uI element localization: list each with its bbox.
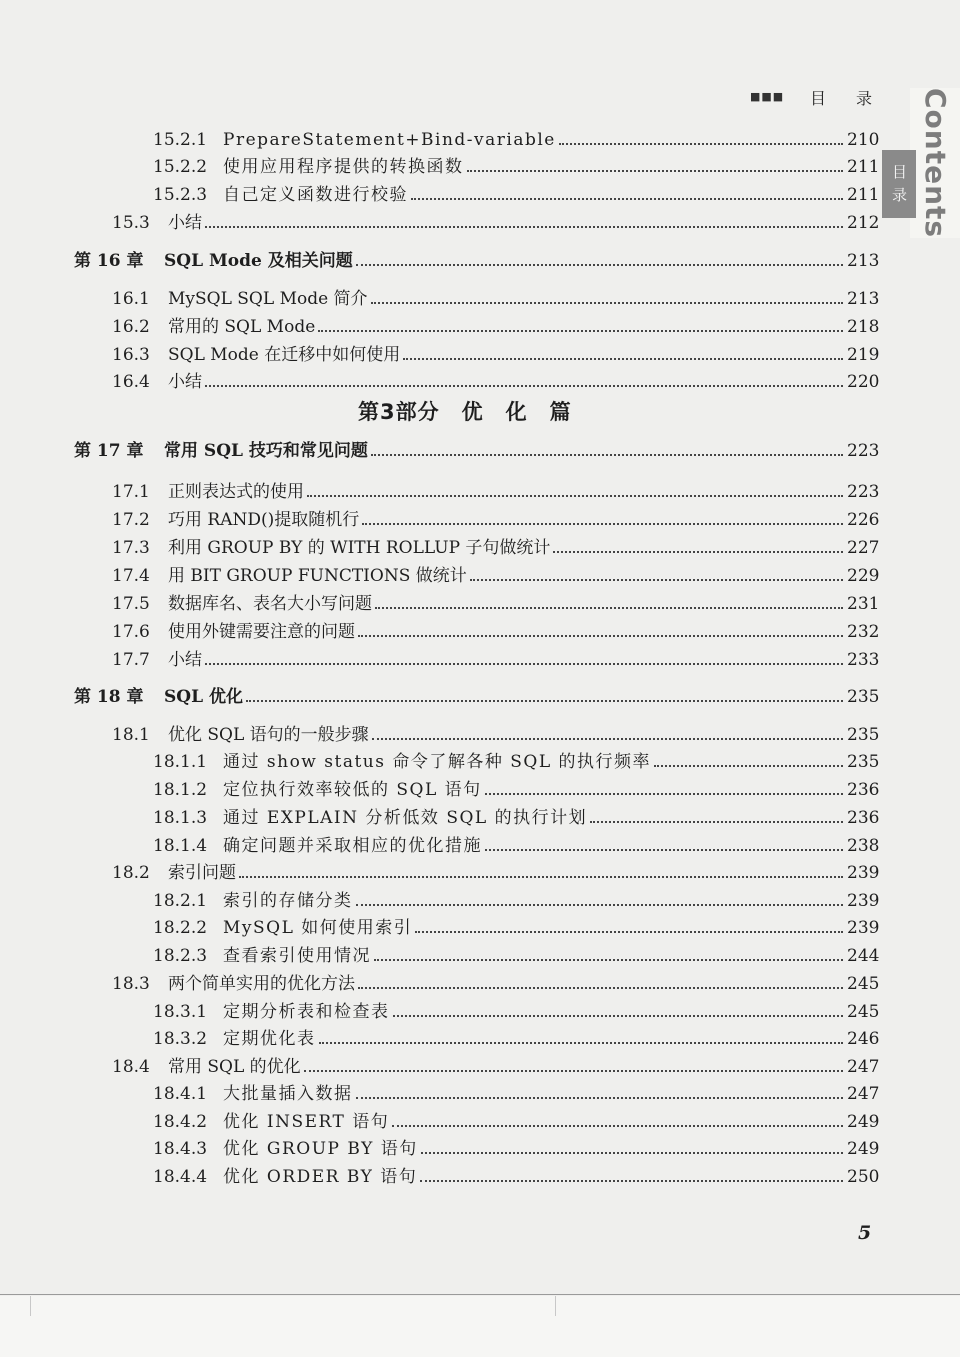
toc-page-number: 235 xyxy=(847,752,880,772)
toc-entry-title: 使用应用程序提供的转换函数 xyxy=(223,157,464,177)
toc-entry-title: 定期优化表 xyxy=(223,1029,316,1049)
dot-leader xyxy=(356,1097,843,1099)
toc-entry-number: 17.2 xyxy=(112,510,150,530)
toc-page-number: 223 xyxy=(847,482,880,502)
toc-page-number: 213 xyxy=(847,289,880,309)
toc-section-row[interactable] xyxy=(0,315,880,339)
header-marks: ■■■ xyxy=(750,90,785,103)
toc-section-row[interactable] xyxy=(0,806,880,830)
toc-entry-number: 18.4 xyxy=(112,1057,150,1077)
toc-section-row[interactable] xyxy=(0,1027,880,1051)
toc-entry-number: 17.5 xyxy=(112,594,150,614)
scan-mark xyxy=(30,1296,31,1316)
toc-entry-title: 正则表达式的使用 xyxy=(168,482,304,502)
dot-leader xyxy=(371,302,843,304)
dot-leader xyxy=(205,226,843,228)
toc-entry-title: 小结 xyxy=(168,213,202,233)
toc-page-number: 231 xyxy=(847,594,880,614)
toc-section-row[interactable] xyxy=(0,536,880,560)
toc-chapter-row[interactable] xyxy=(0,439,880,463)
toc-entry-title: 使用外键需要注意的问题 xyxy=(168,622,355,642)
toc-page-number: 246 xyxy=(847,1029,880,1049)
dot-leader xyxy=(470,579,843,581)
toc-entry-number: 15.2.2 xyxy=(153,157,208,177)
running-header-title: 目录 xyxy=(810,89,903,108)
toc-entry-title: 小结 xyxy=(168,650,202,670)
toc-entry-title: 常用的 SQL Mode xyxy=(168,317,316,337)
toc-section-row[interactable] xyxy=(0,1110,880,1134)
toc-entry-title: 优化 SQL 语句的一般步骤 xyxy=(168,725,369,745)
toc-entry-number: 18.3.1 xyxy=(153,1002,208,1022)
toc-entry-title: 两个简单实用的优化方法 xyxy=(168,974,355,994)
toc-page-number: 219 xyxy=(847,345,880,365)
dot-leader xyxy=(358,635,843,637)
toc-page-number: 210 xyxy=(847,130,880,150)
dot-leader xyxy=(307,495,843,497)
toc-page-number: 236 xyxy=(847,780,880,800)
contents-word: Contents xyxy=(910,88,960,238)
toc-section-row[interactable] xyxy=(0,834,880,858)
toc-entry-title: 优化 ORDER BY 语句 xyxy=(223,1167,418,1187)
dot-leader xyxy=(319,1042,843,1044)
dot-leader xyxy=(415,931,843,933)
dot-leader xyxy=(421,1152,843,1154)
toc-section-row[interactable] xyxy=(0,620,880,644)
toc-page-number: 235 xyxy=(847,687,880,707)
toc-page-number: 212 xyxy=(847,213,880,233)
toc-page-number: 239 xyxy=(847,863,880,883)
toc-page-number: 233 xyxy=(847,650,880,670)
toc-section-row[interactable] xyxy=(0,155,880,179)
toc-page-number: 227 xyxy=(847,538,880,558)
toc-page-number: 232 xyxy=(847,622,880,642)
toc-page-number: 226 xyxy=(847,510,880,530)
toc-section-row[interactable] xyxy=(0,287,880,311)
part-title: 第3部分 优 化 篇 xyxy=(358,400,572,424)
toc-entry-number: 18.2.2 xyxy=(153,918,208,938)
dot-leader xyxy=(559,143,843,145)
toc-section-row[interactable] xyxy=(0,508,880,532)
toc-entry-title: 自己定义函数进行校验 xyxy=(223,185,408,205)
toc-entry-title: SQL Mode 在迁移中如何使用 xyxy=(168,345,401,365)
toc-entry-number: 18.4.2 xyxy=(153,1112,208,1132)
toc-entry-number: 16.3 xyxy=(112,345,150,365)
toc-entry-number: 第 17 章 xyxy=(74,441,144,461)
toc-entry-title: 巧用 RAND()提取随机行 xyxy=(168,510,360,530)
dot-leader xyxy=(239,876,843,878)
dot-leader xyxy=(654,765,843,767)
toc-page-number: 249 xyxy=(847,1112,880,1132)
toc-page-number: 229 xyxy=(847,566,880,586)
dot-leader xyxy=(356,904,843,906)
scan-margin xyxy=(0,1296,960,1357)
toc-entry-title: 通过 EXPLAIN 分析低效 SQL 的执行计划 xyxy=(223,808,588,828)
toc-entry-number: 15.3 xyxy=(112,213,150,233)
toc-page-number: 245 xyxy=(847,1002,880,1022)
toc-page-number: 244 xyxy=(847,946,880,966)
toc-entry-title: 数据库名、表名大小写问题 xyxy=(168,594,372,614)
toc-section-row[interactable] xyxy=(0,1082,880,1106)
toc-entry-number: 15.2.1 xyxy=(153,130,208,150)
toc-page-number: 249 xyxy=(847,1139,880,1159)
toc-entry-number: 18.2 xyxy=(112,863,150,883)
toc-section-row[interactable] xyxy=(0,750,880,774)
toc-entry-title: 定位执行效率较低的 SQL 语句 xyxy=(223,780,482,800)
toc-entry-number: 第 18 章 xyxy=(74,687,144,707)
toc-entry-number: 18.4.1 xyxy=(153,1084,208,1104)
toc-page-number: 238 xyxy=(847,836,880,856)
toc-entry-title: 定期分析表和检查表 xyxy=(223,1002,390,1022)
toc-entry-title: 常用 SQL 的优化 xyxy=(168,1057,301,1077)
toc-entry-number: 15.2.3 xyxy=(153,185,208,205)
toc-page-number: 223 xyxy=(847,441,880,461)
toc-section-row[interactable] xyxy=(0,944,880,968)
toc-entry-title: MySQL SQL Mode 简介 xyxy=(168,289,368,309)
toc-section-row[interactable] xyxy=(0,183,880,207)
toc-entry-title: 优化 GROUP BY 语句 xyxy=(223,1139,418,1159)
dot-leader xyxy=(358,987,843,989)
toc-section-row[interactable] xyxy=(0,592,880,616)
toc-entry-title: PrepareStatement+Bind-variable xyxy=(223,130,556,150)
toc-page-number: 247 xyxy=(847,1084,880,1104)
dot-leader xyxy=(403,358,843,360)
toc-entry-title: SQL Mode 及相关问题 xyxy=(164,251,353,271)
toc-entry-number: 16.1 xyxy=(112,289,150,309)
toc-section-row[interactable] xyxy=(0,211,880,235)
toc-page-number: 220 xyxy=(847,372,880,392)
toc-page-number: 213 xyxy=(847,251,880,271)
toc-page-number: 235 xyxy=(847,725,880,745)
toc-section-row[interactable] xyxy=(0,1137,880,1161)
dot-leader xyxy=(371,454,843,456)
toc-entry-number: 17.7 xyxy=(112,650,150,670)
toc-page-number: 211 xyxy=(847,157,880,177)
toc-entry-number: 18.3.2 xyxy=(153,1029,208,1049)
toc-entry-title: 用 BIT GROUP FUNCTIONS 做统计 xyxy=(168,566,467,586)
dot-leader xyxy=(362,523,843,525)
dot-leader xyxy=(393,1015,843,1017)
toc-section-row[interactable] xyxy=(0,778,880,802)
toc-section-row[interactable] xyxy=(0,564,880,588)
dot-leader xyxy=(356,264,843,266)
toc-section-row[interactable] xyxy=(0,1165,880,1189)
toc-page-number: 236 xyxy=(847,808,880,828)
toc-entry-number: 18.1 xyxy=(112,725,150,745)
toc-entry-number: 18.1.2 xyxy=(153,780,208,800)
toc-entry-number: 16.2 xyxy=(112,317,150,337)
toc-entry-title: 常用 SQL 技巧和常见问题 xyxy=(164,441,368,461)
mulu-tab-label: 目录 xyxy=(890,164,908,210)
toc-entry-title: 索引的存储分类 xyxy=(223,891,353,911)
toc-section-row[interactable] xyxy=(0,861,880,885)
toc-entry-title: SQL 优化 xyxy=(164,687,243,707)
toc-entry-number: 18.1.1 xyxy=(153,752,208,772)
toc-entry-title: 优化 INSERT 语句 xyxy=(223,1112,390,1132)
toc-entry-title: 确定问题并采取相应的优化措施 xyxy=(223,836,482,856)
toc-section-row[interactable] xyxy=(0,972,880,996)
toc-section-row[interactable] xyxy=(0,1055,880,1079)
toc-entry-number: 17.4 xyxy=(112,566,150,586)
toc-page-number: 239 xyxy=(847,891,880,911)
dot-leader xyxy=(205,385,843,387)
toc-entry-number: 17.3 xyxy=(112,538,150,558)
dot-leader xyxy=(372,738,843,740)
scan-mark xyxy=(555,1296,556,1316)
toc-entry-number: 18.1.4 xyxy=(153,836,208,856)
toc-entry-title: 查看索引使用情况 xyxy=(223,946,371,966)
toc-page-number: 247 xyxy=(847,1057,880,1077)
toc-entry-number: 18.3 xyxy=(112,974,150,994)
toc-entry-number: 16.4 xyxy=(112,372,150,392)
toc-entry-title: 索引问题 xyxy=(168,863,236,883)
dot-leader xyxy=(420,1180,843,1182)
toc-entry-number: 18.2.1 xyxy=(153,891,208,911)
toc-entry-title: 利用 GROUP BY 的 WITH ROLLUP 子句做统计 xyxy=(168,538,551,558)
toc-entry-title: 通过 show status 命令了解各种 SQL 的执行频率 xyxy=(223,752,652,772)
dot-leader xyxy=(485,793,843,795)
toc-page-number: 239 xyxy=(847,918,880,938)
toc-entry-number: 第 16 章 xyxy=(74,251,144,271)
toc-entry-number: 18.4.3 xyxy=(153,1139,208,1159)
toc-section-row[interactable] xyxy=(0,723,880,747)
dot-leader xyxy=(485,849,843,851)
toc-section-row[interactable] xyxy=(0,480,880,504)
toc-entry-title: 小结 xyxy=(168,372,202,392)
page-number: 5 xyxy=(858,1222,872,1244)
dot-leader xyxy=(411,198,843,200)
dot-leader xyxy=(205,663,843,665)
dot-leader xyxy=(590,821,843,823)
toc-entry-title: MySQL 如何使用索引 xyxy=(223,918,413,938)
toc-section-row[interactable] xyxy=(0,343,880,367)
toc-section-row[interactable] xyxy=(0,916,880,940)
toc-page-number: 211 xyxy=(847,185,880,205)
toc-chapter-row[interactable] xyxy=(0,685,880,709)
toc-entry-number: 18.2.3 xyxy=(153,946,208,966)
dot-leader xyxy=(374,959,843,961)
toc-section-row[interactable] xyxy=(0,128,880,152)
dot-leader xyxy=(304,1070,843,1072)
toc-section-row[interactable] xyxy=(0,648,880,672)
toc-page-number: 250 xyxy=(847,1167,880,1187)
toc-page-number: 218 xyxy=(847,317,880,337)
toc-section-row[interactable] xyxy=(0,370,880,394)
toc-entry-number: 17.1 xyxy=(112,482,150,502)
toc-entry-number: 18.1.3 xyxy=(153,808,208,828)
toc-chapter-row[interactable] xyxy=(0,249,880,273)
toc-page-number: 245 xyxy=(847,974,880,994)
toc-section-row[interactable] xyxy=(0,1000,880,1024)
dot-leader xyxy=(467,170,843,172)
toc-entry-number: 17.6 xyxy=(112,622,150,642)
toc-entry-title: 大批量插入数据 xyxy=(223,1084,353,1104)
toc-section-row[interactable] xyxy=(0,889,880,913)
toc-entry-number: 18.4.4 xyxy=(153,1167,208,1187)
dot-leader xyxy=(392,1125,843,1127)
dot-leader xyxy=(318,330,843,332)
dot-leader xyxy=(246,700,843,702)
dot-leader xyxy=(375,607,843,609)
dot-leader xyxy=(553,551,843,553)
